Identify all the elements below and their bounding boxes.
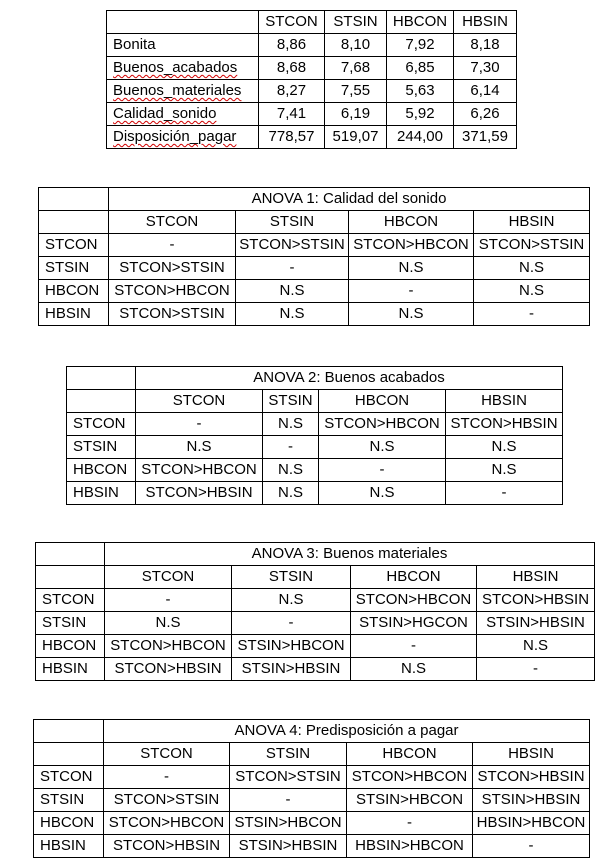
anova-cell: - <box>446 482 563 505</box>
anova-cell: N.S <box>349 257 474 280</box>
table-row <box>34 835 590 858</box>
anova-title-row <box>67 367 563 390</box>
table-row <box>36 635 595 658</box>
means-header-row <box>107 11 517 34</box>
anova-row-label: STSIN <box>36 612 105 635</box>
means-cell: 7,41 <box>259 103 325 126</box>
table-row <box>39 303 590 326</box>
anova-cell: STCON>STSIN <box>109 257 236 280</box>
means-cell: 8,86 <box>259 34 325 57</box>
means-cell: 7,68 <box>325 57 387 80</box>
anova-cell: - <box>474 303 590 326</box>
anova-col-header: STSIN <box>236 211 349 234</box>
anova-cell: - <box>236 257 349 280</box>
anova-cell: STCON>HBCON <box>351 589 477 612</box>
anova-cell: N.S <box>263 413 319 436</box>
means-row-label <box>107 80 259 103</box>
anova-header-row <box>39 211 590 234</box>
anova-row-label: HBSIN <box>39 303 109 326</box>
anova-col-header: STSIN <box>230 743 347 766</box>
means-cell: 7,55 <box>325 80 387 103</box>
anova-cell: STSIN>HBSIN <box>477 612 595 635</box>
anova-row-label: STCON <box>34 766 104 789</box>
anova-cell: - <box>104 766 230 789</box>
anova-col-header: STCON <box>136 390 263 413</box>
table-row <box>67 459 563 482</box>
anova-cell: STCON>STSIN <box>109 303 236 326</box>
anova-row-label: HBCON <box>34 812 104 835</box>
means-cell: 8,10 <box>325 34 387 57</box>
means-header-stsin: STSIN <box>325 11 387 34</box>
means-cell: 5,92 <box>387 103 454 126</box>
anova-col-header: STCON <box>105 566 232 589</box>
anova-row-label: STCON <box>36 589 105 612</box>
anova-cell: STCON>HBCON <box>319 413 446 436</box>
anova-cell: N.S <box>446 459 563 482</box>
anova-cell: STCON>HBSIN <box>105 658 232 681</box>
means-cell: 8,27 <box>259 80 325 103</box>
anova-row-label: HBSIN <box>67 482 136 505</box>
anova-cell: - <box>232 612 351 635</box>
anova-cell: STCON>HBCON <box>105 635 232 658</box>
anova-cell: STSIN>HBCON <box>232 635 351 658</box>
means-row-label <box>107 103 259 126</box>
anova-table-1 <box>38 187 590 326</box>
anova-cell: N.S <box>477 635 595 658</box>
means-header-hbcon: HBCON <box>387 11 454 34</box>
anova-cell: N.S <box>105 612 232 635</box>
anova-corner-cell <box>34 743 104 766</box>
anova-cell: - <box>347 812 473 835</box>
means-cell: 6,19 <box>325 103 387 126</box>
means-row-label <box>107 57 259 80</box>
table-row <box>67 413 563 436</box>
table-row <box>39 257 590 280</box>
anova-col-header: STCON <box>104 743 230 766</box>
table-row <box>34 789 590 812</box>
anova-col-header: HBSIN <box>474 211 590 234</box>
means-cell: 371,59 <box>454 126 517 149</box>
table-row <box>36 589 595 612</box>
anova-cell: N.S <box>263 482 319 505</box>
means-cell: 6,85 <box>387 57 454 80</box>
means-cell: 519,07 <box>325 126 387 149</box>
anova-title-row <box>34 720 590 743</box>
anova-cell: N.S <box>474 280 590 303</box>
anova-corner-cell <box>36 543 105 566</box>
anova-row-label: STSIN <box>34 789 104 812</box>
means-row-label-text: Calidad_sonido <box>113 105 217 122</box>
table-row <box>107 126 517 149</box>
anova-cell: - <box>230 789 347 812</box>
anova-cell: N.S <box>236 303 349 326</box>
anova-header-row <box>34 743 590 766</box>
anova-cell: N.S <box>136 436 263 459</box>
anova-corner-cell <box>36 566 105 589</box>
means-header-hbsin: HBSIN <box>454 11 517 34</box>
means-row-label-text: Buenos_materiales <box>113 82 242 99</box>
anova-col-header: HBSIN <box>477 566 595 589</box>
anova-table-4 <box>33 719 590 858</box>
anova-title-row <box>36 543 595 566</box>
means-cell: 244,00 <box>387 126 454 149</box>
anova-cell: STCON>HBCON <box>109 280 236 303</box>
anova-cell: STSIN>HBSIN <box>232 658 351 681</box>
table-row <box>107 57 517 80</box>
means-row-label-text: Buenos_acabados <box>113 59 238 76</box>
anova-cell: STCON>HBSIN <box>104 835 230 858</box>
anova-row-label: STCON <box>67 413 136 436</box>
means-cell: 8,18 <box>454 34 517 57</box>
anova-col-header: HBCON <box>347 743 473 766</box>
anova-cell: STSIN>HGCON <box>351 612 477 635</box>
anova-cell: STSIN>HBCON <box>347 789 473 812</box>
anova-cell: - <box>351 635 477 658</box>
anova-cell: - <box>136 413 263 436</box>
anova-corner-cell <box>34 720 104 743</box>
anova-title: ANOVA 4: Predisposición a pagar <box>104 720 590 743</box>
anova-cell: STCON>HBCON <box>347 766 473 789</box>
anova-row-label: HBCON <box>39 280 109 303</box>
anova-cell: N.S <box>236 280 349 303</box>
anova-cell: - <box>105 589 232 612</box>
anova-cell: STCON>HBSIN <box>136 482 263 505</box>
anova-col-header: STSIN <box>263 390 319 413</box>
means-cell: 6,26 <box>454 103 517 126</box>
anova-cell: N.S <box>263 459 319 482</box>
table-row <box>39 280 590 303</box>
anova-row-label: STCON <box>39 234 109 257</box>
anova-cell: N.S <box>232 589 351 612</box>
table-row <box>67 482 563 505</box>
anova-cell: STSIN>HBSIN <box>230 835 347 858</box>
means-cell: 7,30 <box>454 57 517 80</box>
anova-cell: - <box>319 459 446 482</box>
anova-col-header: STSIN <box>232 566 351 589</box>
anova-cell: STCON>HBSIN <box>477 589 595 612</box>
means-header-corner <box>107 11 259 34</box>
anova-cell: N.S <box>446 436 563 459</box>
anova-cell: N.S <box>474 257 590 280</box>
anova-col-header: HBCON <box>351 566 477 589</box>
means-header-stcon: STCON <box>259 11 325 34</box>
anova-cell: STCON>HBSIN <box>446 413 563 436</box>
anova-header-row <box>67 390 563 413</box>
table-row <box>36 658 595 681</box>
anova-cell: STSIN>HBCON <box>230 812 347 835</box>
anova-corner-cell <box>67 367 136 390</box>
table-row <box>36 612 595 635</box>
anova-cell: HBSIN>HBCON <box>347 835 473 858</box>
anova-cell: N.S <box>351 658 477 681</box>
anova-table-3 <box>35 542 595 681</box>
anova-table-2 <box>66 366 563 505</box>
anova-cell: - <box>109 234 236 257</box>
anova-cell: N.S <box>319 436 446 459</box>
means-cell: 5,63 <box>387 80 454 103</box>
means-cell: 7,92 <box>387 34 454 57</box>
anova-row-label: HBSIN <box>34 835 104 858</box>
anova-corner-cell <box>39 188 109 211</box>
anova-cell: STCON>HBCON <box>136 459 263 482</box>
anova-corner-cell <box>39 211 109 234</box>
anova-cell: STCON>STSIN <box>236 234 349 257</box>
anova-cell: - <box>263 436 319 459</box>
table-row <box>39 234 590 257</box>
anova-title: ANOVA 3: Buenos materiales <box>105 543 595 566</box>
anova-title-row <box>39 188 590 211</box>
anova-cell: - <box>349 280 474 303</box>
anova-cell: STCON>HBSIN <box>473 766 590 789</box>
anova-cell: N.S <box>319 482 446 505</box>
anova-cell: STSIN>HBSIN <box>473 789 590 812</box>
anova-col-header: HBCON <box>319 390 446 413</box>
anova-col-header: HBCON <box>349 211 474 234</box>
anova-cell: STCON>STSIN <box>230 766 347 789</box>
anova-header-row <box>36 566 595 589</box>
anova-row-label: STSIN <box>67 436 136 459</box>
anova-row-label: HBCON <box>36 635 105 658</box>
means-cell: 6,14 <box>454 80 517 103</box>
table-row <box>107 80 517 103</box>
anova-col-header: HBSIN <box>473 743 590 766</box>
anova-row-label: HBSIN <box>36 658 105 681</box>
anova-cell: N.S <box>349 303 474 326</box>
anova-title: ANOVA 1: Calidad del sonido <box>109 188 590 211</box>
table-row <box>107 34 517 57</box>
anova-cell: STCON>STSIN <box>474 234 590 257</box>
anova-col-header: STCON <box>109 211 236 234</box>
means-row-label-text: Disposición_pagar <box>113 128 237 145</box>
anova-row-label: HBCON <box>67 459 136 482</box>
anova-row-label: STSIN <box>39 257 109 280</box>
anova-title: ANOVA 2: Buenos acabados <box>136 367 563 390</box>
anova-cell: STCON>HBCON <box>349 234 474 257</box>
means-table <box>106 10 517 149</box>
anova-cell: STCON>HBCON <box>104 812 230 835</box>
table-row <box>34 766 590 789</box>
means-cell: 778,57 <box>259 126 325 149</box>
anova-col-header: HBSIN <box>446 390 563 413</box>
anova-cell: - <box>473 835 590 858</box>
means-cell: 8,68 <box>259 57 325 80</box>
table-row <box>34 812 590 835</box>
table-row <box>107 103 517 126</box>
anova-cell: HBSIN>HBCON <box>473 812 590 835</box>
means-row-label: Bonita <box>107 34 259 57</box>
means-row-label <box>107 126 259 149</box>
anova-corner-cell <box>67 390 136 413</box>
table-row <box>67 436 563 459</box>
anova-cell: STCON>STSIN <box>104 789 230 812</box>
anova-cell: - <box>477 658 595 681</box>
